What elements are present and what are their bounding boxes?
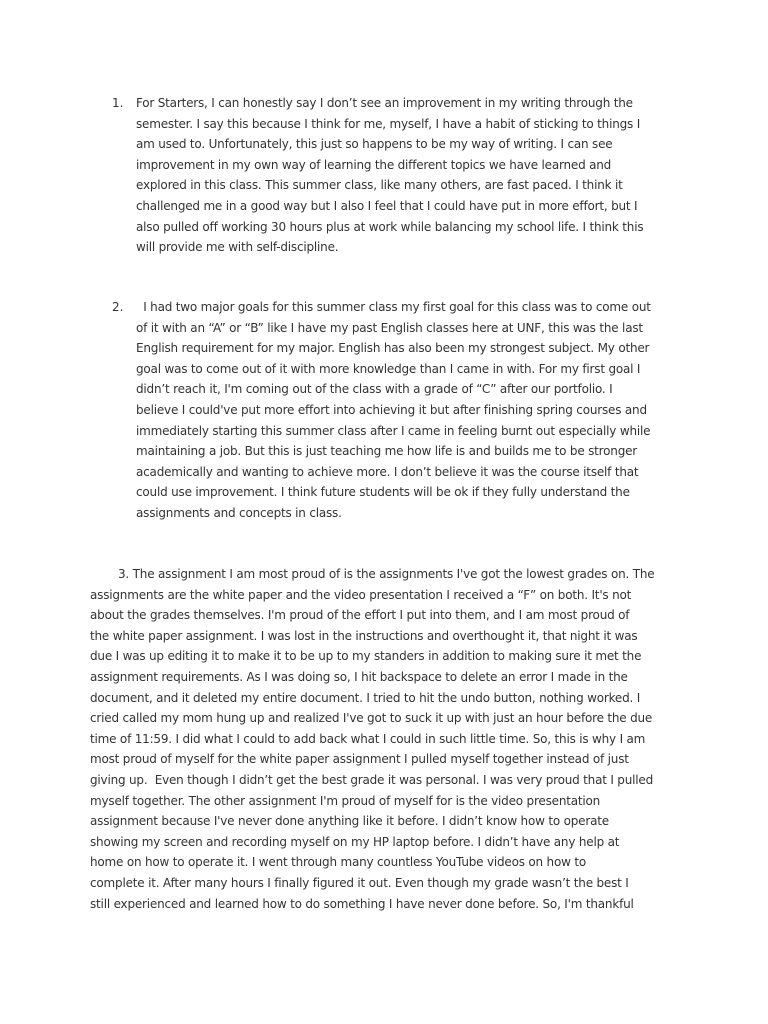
item2-line: English requirement for my major. English has also been my strongest subject. My other [136, 341, 650, 356]
item2-line: I had two major goals for this summer class my first goal for this class was to come out [136, 300, 651, 314]
item3-line: the white paper assignment. I was lost in the instructions and overthought it, that night it was [90, 628, 638, 643]
item3-line: cried called my mom hung up and realized I've got to suck it up with just an hour before the due [90, 711, 653, 726]
item1-line: challenged me in a good way but I also I feel that I could have put in more effort, but I [136, 199, 638, 213]
item2-line: maintaining a job. But this is just teaching me how life is and builds me to be stronger [136, 444, 638, 459]
list-number-1: 1. [112, 96, 124, 110]
item3-line: document, and it deleted my entire document. I tried to hit the undo button, nothing worked. I [90, 690, 641, 705]
item3-line: giving up. Even though I didn’t get the best grade it was personal. I was very proud that I pulled [90, 773, 654, 787]
list-number-2: 2. [112, 300, 124, 314]
item2-line: could use improvement. I think future students will be ok if they fully understand the [136, 485, 630, 500]
item3-line: time of 11:59. I did what I could to add back what I could in such little time. So, this is why I am [90, 731, 646, 746]
item1-line: am used to. Unfortunately, this just so happens to be my way of writing. I can see [136, 137, 613, 152]
item3-line: about the grades themselves. I'm proud of the effort I put into them, and I am most proud of [90, 608, 630, 623]
item3-line: assignment because I've never done anything like it before. I didn’t know how to operate [90, 814, 609, 829]
item3-line: complete it. After many hours I finally figured it out. Even though my grade wasn’t the best I [90, 876, 629, 890]
item1-line: For Starters, I can honestly say I don’t see an improvement in my writing through the [136, 96, 633, 110]
item1-line: improvement in my own way of learning the different topics we have learned and [136, 157, 612, 172]
item3-line: assignments are the white paper and the video presentation I received a “F” on both. It's not [90, 587, 632, 602]
item3-line: myself together. The other assignment I'm proud of myself for is the video presentation [90, 793, 601, 808]
item3-line: still experienced and learned how to do something I have never done before. So, I'm thankful [90, 896, 634, 911]
item1-line: also pulled off working 30 hours plus at work while balancing my school life. I think this [136, 219, 644, 234]
item2-line: assignments and concepts in class. [136, 506, 342, 520]
item1-line: semester. I say this because I think for me, myself, I have a habit of sticking to things I [136, 116, 641, 131]
item3-line: assignment requirements. As I was doing so, I hit backspace to delete an error I made in the [90, 670, 628, 684]
item2-line: believe I could've put more effort into achieving it but after finishing spring courses and [136, 403, 647, 417]
item2-line: academically and wanting to achieve more. I don’t believe it was the course itself that [136, 464, 639, 479]
item3-line: home on how to operate it. I went through many countless YouTube videos on how to [90, 855, 586, 870]
item3-line: due I was up editing it to make it to be up to my standers in addition to making sure it met the [90, 649, 642, 664]
item2-line: goal was to come out of it with more knowledge than I came in with. For my first goal I [136, 361, 641, 376]
item1-line: will provide me with self-discipline. [136, 240, 339, 255]
item3-line: most proud of myself for the white paper assignment I pulled myself together instead of just [90, 752, 629, 767]
item2-line: immediately starting this summer class after I came in feeling burnt out especially while [136, 423, 651, 438]
item1-line: explored in this class. This summer class, like many others, are fast paced. I think it [136, 178, 623, 193]
item3-line: 3. The assignment I am most proud of is the assignments I've got the lowest grades on. The [118, 567, 655, 581]
item2-line: didn’t reach it, I'm coming out of the class with a grade of “C” after our portfolio. I [136, 382, 613, 397]
item2-line: of it with an “A” or “B” like I have my past English classes here at UNF, this was the last [136, 320, 643, 335]
item3-line: showing my screen and recording myself on my HP laptop before. I didn’t have any help at [90, 834, 620, 849]
